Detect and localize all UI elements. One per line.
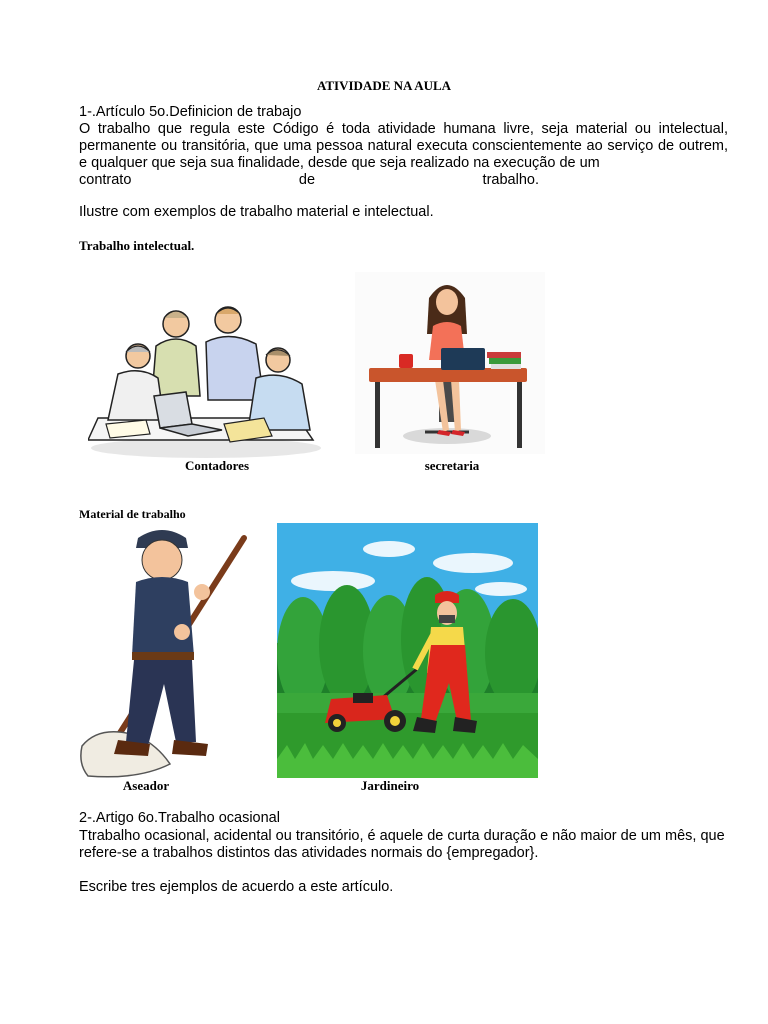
secretary-illustration (355, 272, 545, 454)
section2-instruction: Escribe tres ejemplos de acuerdo a este artículo. (79, 879, 394, 895)
section1-heading: 1-.Artículo 5o.Definicion de trabajo (79, 104, 302, 120)
word-de: de (298, 172, 316, 188)
janitor-illustration (78, 524, 253, 780)
caption-secretaria: secretaria (424, 458, 480, 473)
caption-jardineiro: Jardineiro (360, 778, 420, 793)
intellectual-heading: Trabalho intelectual. (79, 238, 195, 253)
caption-contadores: Contadores (184, 458, 250, 473)
gardener-illustration (277, 523, 538, 778)
word-trabalho: trabalho. (482, 172, 539, 188)
section1-last-line (79, 172, 539, 189)
material-heading: Material de trabalho (79, 507, 186, 521)
section1-instruction: Ilustre com exemplos de trabalho material e intelectual. (79, 204, 434, 220)
page-title: ATIVIDADE NA AULA (316, 78, 452, 93)
section2-heading: 2-.Artigo 6o.Trabalho ocasional (79, 810, 280, 826)
section2-body: Ttrabalho ocasional, acidental ou transitório, é aquele de curta duração e não maior de um mês, que refere-se a trabalhos distintos das atividades normais do {empregador}. (79, 828, 725, 861)
caption-aseador: Aseador (122, 778, 170, 793)
word-contrato: contrato (79, 172, 132, 188)
accountants-illustration (88, 300, 324, 460)
section1-body: O trabalho que regula este Código é toda atividade humana livre, seja material ou intelectual, permanente ou transitória, que uma pessoa natural executa conscientemente ao serviço de outrem, e qualquer que seja sua finalidade, desde que seja realizado na execução de um (79, 121, 728, 171)
